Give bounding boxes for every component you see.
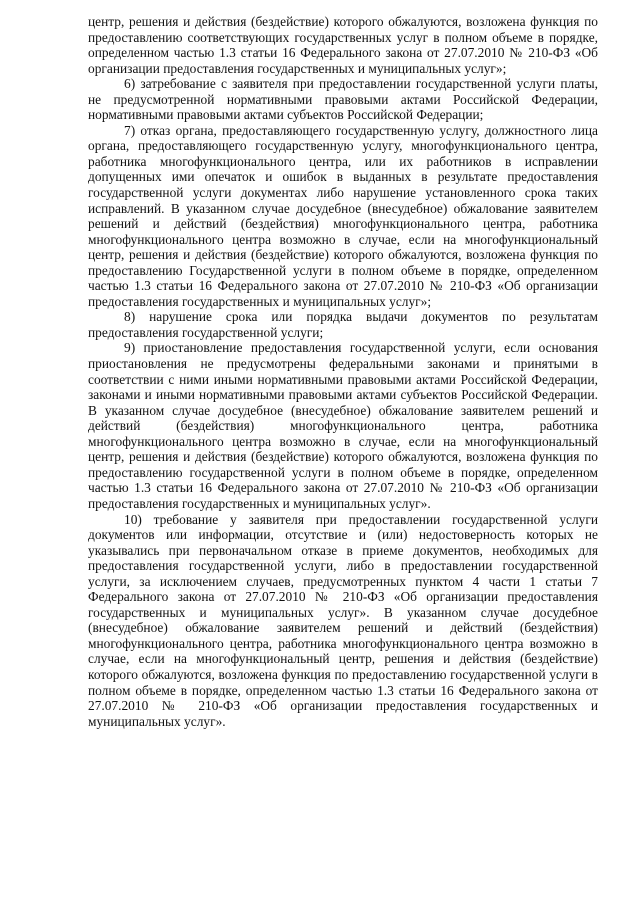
paragraph-item-9: 9) приостановление предоставления государственной услуги, если основания приостановления не предусмотрены федеральными законами и принятыми в соответствии с ними иными нормативными правовыми актами Российской Федерации, законами и иными нормативными правовыми актами субъектов Российской Федерации. В указанном случае досудебное (внесудебное) обжалование заявителем решений и действий (бездействия) многофункционального центра, работника многофункционального центра возможно в случае, если на многофункциональный центр, решения и действия (бездействие) которого обжалуются, возложена функция по предоставлению государственной услуги в полном объеме в порядке, определенном частью 1.3 статьи 16 Федерального закона от 27.07.2010 № 210-ФЗ «Об организации предоставления государственных и муниципальных услуг». <box>88 340 598 511</box>
paragraph-item-10: 10) требование у заявителя при предоставлении государственной услуги документов или информации, отсутствие и (или) недостоверность которых не указывались при первоначальном отказе в приеме документов, необходимых для предоставления государственной услуги, либо в предоставлении государственной услуги, за исключением случаев, предусмотренных пунктом 4 части 1 статьи 7 Федерального закона от 27.07.2010 № 210-ФЗ «Об организации предоставления государственных и муниципальных услуг». В указанном случае досудебное (внесудебное) обжалование заявителем решений и действий (бездействия) многофункционального центра, работника многофункционального центра возможно в случае, если на многофункциональный центр, решения и действия (бездействие) которого обжалуются, возложена функция по предоставлению государственной услуги в полном объеме в порядке, определенном частью 1.3 статьи 16 Федерального закона от 27.07.2010 № 210-ФЗ «Об организации предоставления государственных и муниципальных услуг». <box>88 511 598 729</box>
paragraph-continuation: центр, решения и действия (бездействие) которого обжалуются, возложена функция по предоставлению соответствующих государственных услуг в полном объеме в порядке, определенном частью 1.3 статьи 16 Федерального закона от 27.07.2010 № 210-ФЗ «Об организации предоставления государственных и муниципальных услуг»; <box>88 14 598 76</box>
paragraph-item-7: 7) отказ органа, предоставляющего государственную услугу, должностного лица органа, предоставляющего государственную услугу, многофункционального центра, работника многофункционального центра, или их работников в исправлении допущенных ими опечаток и ошибок в выданных в результате предоставления государственной услуги документах либо нарушение установленного срока таких исправлений. В указанном случае досудебное (внесудебное) обжалование заявителем решений и действий (бездействия) многофункционального центра, работника многофункционального центра возможно в случае, если на многофункциональный центр, решения и действия (бездействие) которого обжалуются, возложена функция по предоставлению Государственной услуги в полном объеме в порядке, определенном частью 1.3 статьи 16 Федерального закона от 27.07.2010 № 210-ФЗ «Об организации предоставления государственных и муниципальных услуг»; <box>88 122 598 309</box>
document-page <box>88 14 598 729</box>
paragraph-item-6: 6) затребование с заявителя при предоставлении государственной услуги платы, не предусмотренной нормативными правовыми актами Российской Федерации, нормативными правовыми актами субъектов Российской Федерации; <box>88 76 598 123</box>
paragraph-item-8: 8) нарушение срока или порядка выдачи документов по результатам предоставления государственной услуги; <box>88 309 598 340</box>
